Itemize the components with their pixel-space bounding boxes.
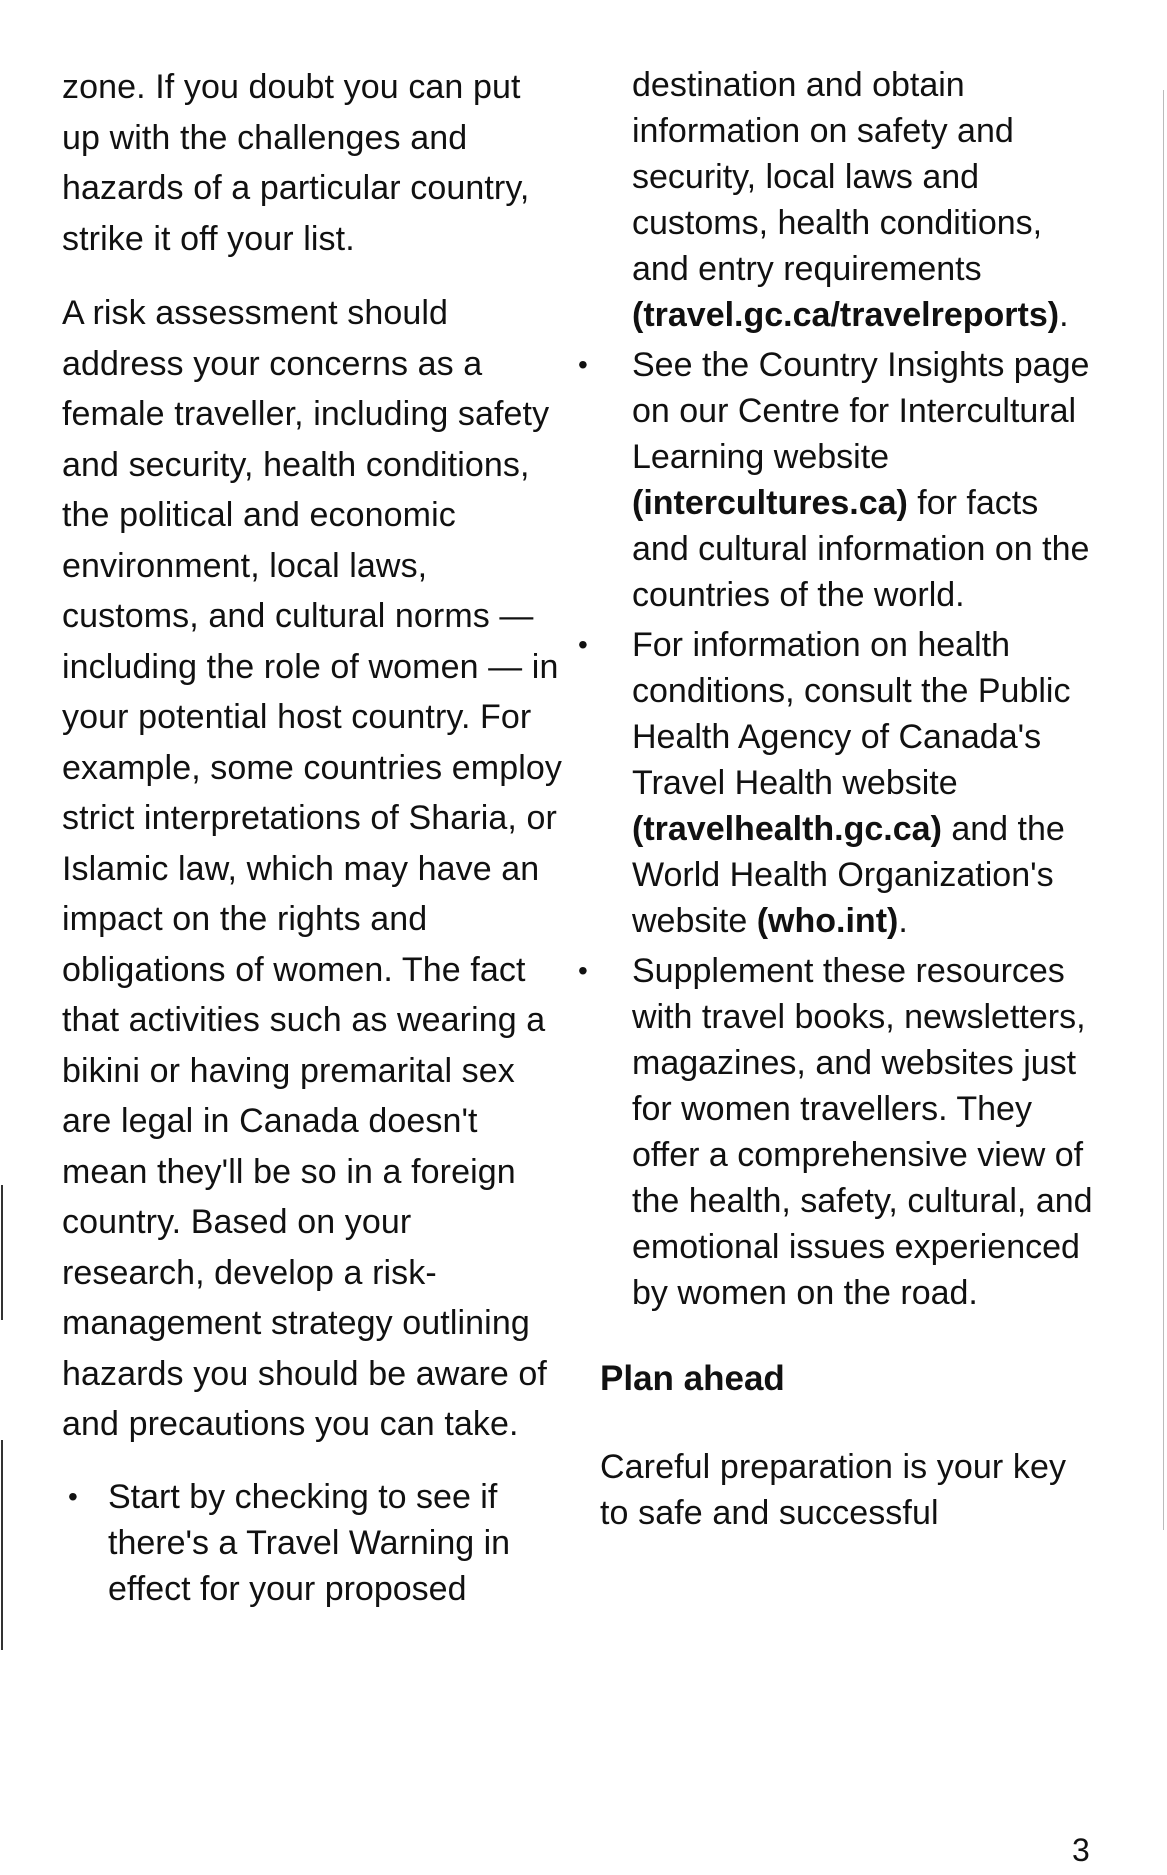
link-who[interactable]: (who.int) [756,902,899,940]
list-item-text-end: . [1059,296,1069,334]
bullet-icon: • [68,1480,78,1512]
list-item-text-end: for facts and cultural information on the countries of the world. [632,484,1090,614]
link-intercultures[interactable]: (intercultures.ca) [632,484,908,522]
list-item [578,622,1100,944]
bullet-list-right [578,62,1100,1316]
list-item-text: destination and obtain information on safety and security, local laws and customs, health conditions, and entry requirements [632,66,1043,288]
scan-edge-line [1,1440,3,1650]
scan-edge-line [1163,90,1164,1530]
bullet-icon: • [578,955,588,986]
left-column [62,62,562,1616]
link-travel-reports[interactable]: (travel.gc.ca/travelreports) [632,296,1060,334]
bullet-icon: • [578,629,588,660]
list-item [578,948,1100,1316]
list-item [62,1474,562,1612]
link-travelhealth[interactable]: (travelhealth.gc.ca) [632,810,942,848]
bullet-icon: • [578,349,588,380]
list-item-text-end: . [898,902,908,940]
list-item [578,342,1100,618]
right-column [578,62,1100,1560]
paragraph-risk-assessment: A risk assessment should address your concerns as a female traveller, including safety and security, health conditions, the political and economic environment, local laws, customs, and cultural norms — including the role of women — in your potential host country. For example, some countries employ strict interpretations of Sharia, or Islamic law, which may have an impact on the rights and obligations of women. The fact that activities such as wearing a bikini or having premarital sex are legal in Canada doesn't mean they'll be so in a foreign country. Based on your research, develop a risk-management strategy outlining hazards you should be aware of and precautions you can take. [62,294,563,1443]
paragraph-continuation: zone. If you doubt you can put up with the challenges and hazards of a particular country, strike it off your list. [62,68,530,258]
list-item-continuation [600,62,1100,338]
list-item-text: See the Country Insights page on our Centre for Intercultural Learning website [632,346,1090,476]
list-item-text: For information on health conditions, consult the Public Health Agency of Canada's Travel Health website [632,626,1071,802]
list-item-text: Supplement these resources with travel books, newsletters, magazines, and websites just for women travellers. They offer a comprehensive view of the health, safety, cultural, and emotional issues experienced by women on the road. [632,952,1093,1312]
bullet-list-left [62,1474,562,1612]
list-item-text: Start by checking to see if there's a Travel Warning in effect for your proposed [108,1477,511,1608]
paragraph-plan-ahead: Careful preparation is your key to safe and successful [600,1448,1067,1532]
section-heading: Plan ahead [600,1359,785,1398]
page-number: 3 [1072,1832,1090,1868]
scan-edge-line [1,1185,3,1320]
list-item-text-middle: and the World Health Organization's website [632,810,1065,940]
